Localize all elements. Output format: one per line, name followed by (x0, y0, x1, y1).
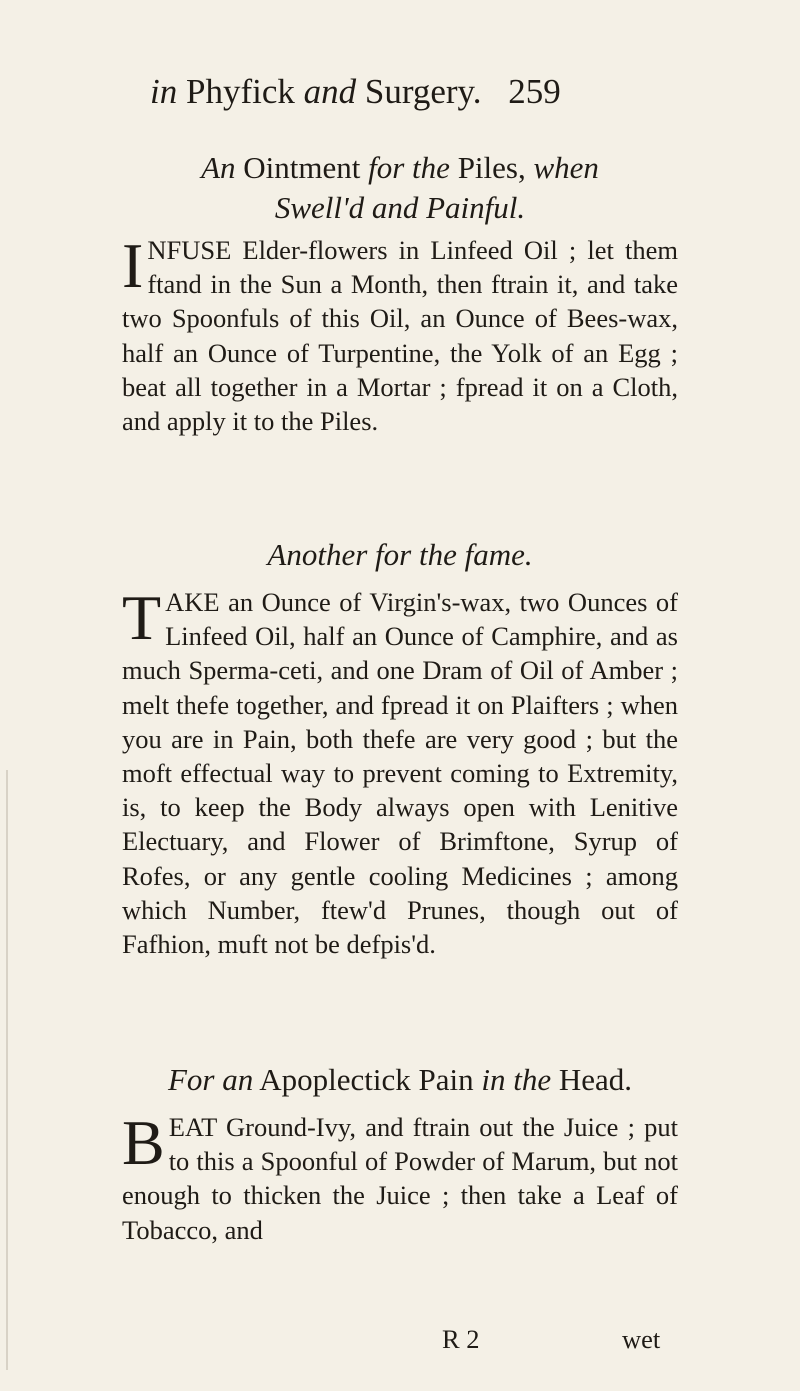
gutter-line (6, 770, 8, 1370)
recipe-apoplectick-text: BEAT Ground-Ivy, and ftrain out the Juice ; put to this a Spoonful of Powder of Marum, but not enough to thicken the Juice ; then take a Leaf of Tobacco, and (122, 1107, 678, 1245)
signature-mark: R 2 (442, 1324, 480, 1354)
catchword: wet (622, 1324, 661, 1354)
heading-another: Another for the fame. (267, 537, 533, 572)
recipe-another-text: TAKE an Ounce of Virgin's-wax, two Ounces of Linfeed Oil, half an Ounce of Camphire, and as much Sperma-ceti, and one Dram of Oil of Amber ; melt thefe together, and fpread it on Plaifters ; when you are in Pain, both thefe are very good ; but the moft effectual way to prevent coming to Extremity, is, to keep the Body always open with Lenitive Electuary, and Flower of Brimftone, Syrup of Rofes, or any gentle cooling Medicines ; among which Number, ftew'd Prunes, though out of Fafhion, muft not be defpis'd. (122, 582, 678, 960)
drop-cap: B (122, 1107, 165, 1178)
page-number: 259 (508, 72, 561, 111)
heading-apoplectick: For an Apoplectick Pain in the Head. (167, 1062, 633, 1097)
running-header: in Phyfick and Surgery. 259 (150, 72, 561, 111)
drop-cap: T (122, 582, 162, 653)
recipe-ointment-text: INFUSE Elder-flowers in Linfeed Oil ; let them ftand in the Sun a Month, then ftrain it, and take two Spoonfuls of this Oil, an Ounce of Bees-wax, half an Ounce of Turpentine, the Yolk of an Egg ; beat all together in a Mortar ; fpread it on a Cloth, and apply it to the Piles. (122, 230, 678, 437)
heading-ointment: An Ointment for the Piles, when Swell'd and Painful. (201, 150, 599, 225)
drop-cap: I (122, 230, 144, 301)
